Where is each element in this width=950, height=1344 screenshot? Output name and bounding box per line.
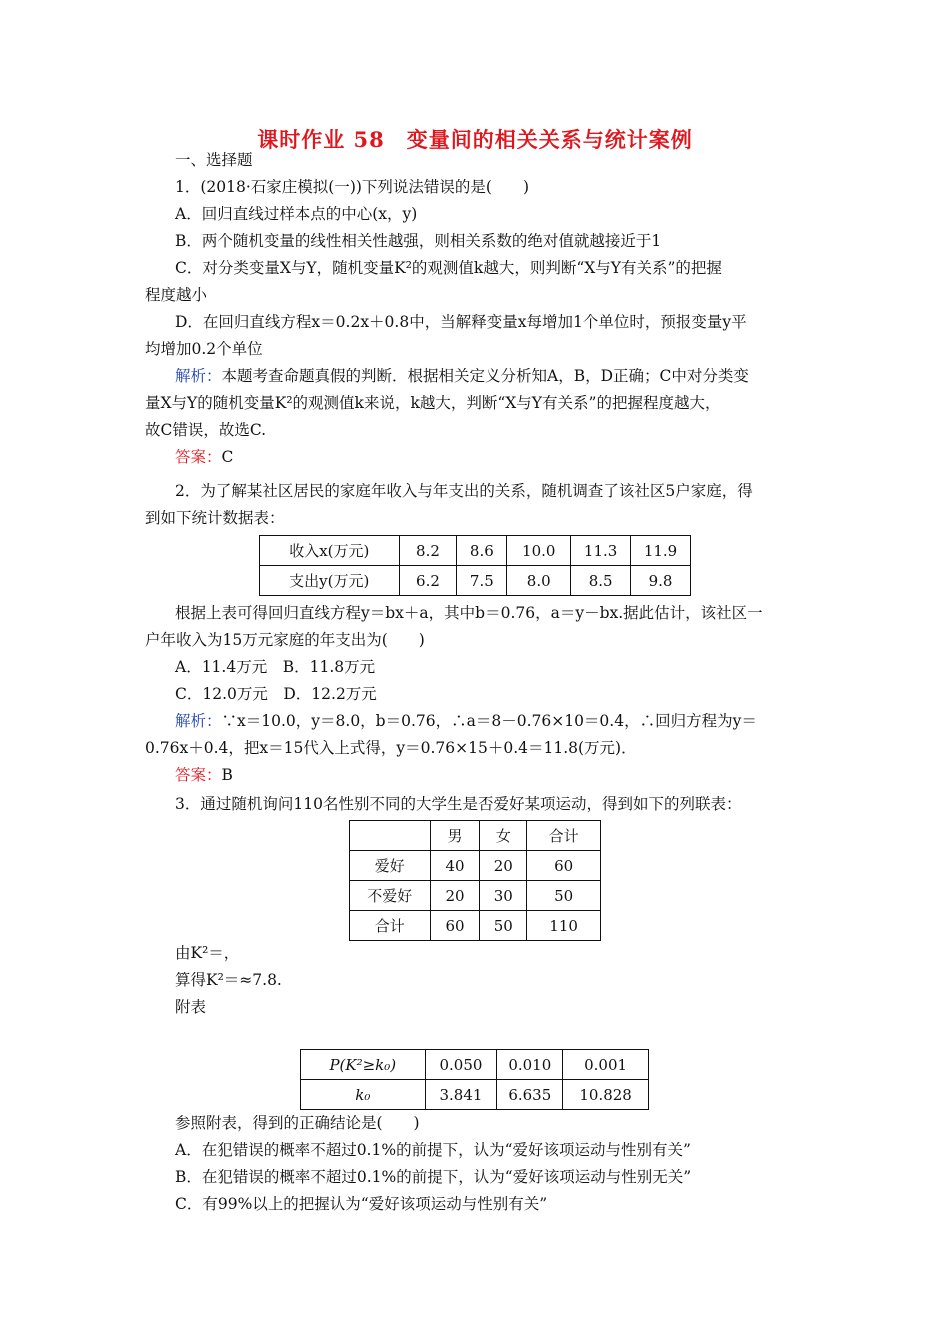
table-row [301, 1080, 649, 1110]
table-cell: 0.050 [425, 1050, 497, 1080]
q1-option-c-line2: 程度越小 [145, 286, 208, 304]
table-cell: 20 [430, 881, 480, 911]
table-cell: 30 [480, 881, 527, 911]
table-cell: 支出y(万元) [260, 566, 400, 596]
table-cell: 8.0 [507, 566, 571, 596]
table-cell: 收入x(万元) [260, 536, 400, 566]
q2-options-cd: C．12.0万元 D．12.2万元 [175, 685, 377, 703]
answer-label: 答案： [175, 766, 222, 784]
q3-k-result-line: 算得K²＝≈7.8. [175, 971, 282, 989]
income-expense-table [259, 535, 691, 596]
q1-option-d-line2: 均增加0.2个单位 [145, 340, 263, 358]
table-cell: 50 [480, 911, 527, 941]
q3-k-formula-line: 由K²＝， [175, 944, 240, 962]
q2-stem-line2: 到如下统计数据表： [145, 509, 285, 527]
q1-option-d-line1: D．在回归直线方程x＝0.2x＋0.8中，当解释变量x每增加1个单位时，预报变量y平 [175, 313, 747, 331]
table-cell: 20 [480, 851, 527, 881]
q2-analysis-line2: 0.76x＋0.4，把x＝15代入上式得，y＝0.76×15＋0.4＝11.8(万元)． [145, 739, 637, 757]
table-cell: 110 [527, 911, 601, 941]
table-cell: 11.3 [571, 536, 631, 566]
q2-after-line1: 根据上表可得回归直线方程y＝bx＋a，其中b＝0.76，a＝y－bx.据此估计，该社区一 [175, 604, 763, 622]
table-cell: 11.9 [631, 536, 691, 566]
q1-analysis-line1 [175, 366, 749, 386]
table-cell: 60 [430, 911, 480, 941]
table-cell: 7.5 [457, 566, 507, 596]
table-cell: 6.635 [497, 1080, 563, 1110]
q3-reference-line: 参照附表，得到的正确结论是( ) [175, 1114, 420, 1132]
table-cell: 6.2 [399, 566, 457, 596]
q1-analysis-line3: 故C错误，故选C. [145, 421, 267, 439]
table-cell: 8.2 [399, 536, 457, 566]
q2-after-line2: 户年收入为15万元家庭的年支出为( ) [145, 631, 425, 649]
table-cell: 0.001 [563, 1050, 649, 1080]
contingency-table [349, 820, 601, 941]
table-row [350, 911, 601, 941]
q1-analysis-line2: 量X与Y的随机变量K²的观测值k来说，k越大，判断“X与Y有关系”的把握程度越大， [145, 394, 721, 412]
table-cell: 50 [527, 881, 601, 911]
q1-option-c-line1: C．对分类变量X与Y，随机变量K²的观测值k越大，则判断“X与Y有关系”的把握 [175, 259, 722, 277]
table-cell: 60 [527, 851, 601, 881]
analysis-text: 本题考查命题真假的判断．根据相关定义分析知A，B，D正确；C中对分类变 [221, 367, 749, 385]
q1-stem: 1．(2018·石家庄模拟(一))下列说法错误的是( ) [175, 178, 530, 196]
table-cell: 合计 [350, 911, 431, 941]
q2-answer [175, 765, 233, 785]
answer-value: C [221, 448, 234, 466]
q3-stem: 3．通过随机询问110名性别不同的大学生是否爱好某项运动，得到如下的列联表： [175, 795, 742, 813]
table-cell: k₀ [301, 1080, 426, 1110]
q2-stem-line1: 2．为了解某社区居民的家庭年收入与年支出的关系，随机调查了该社区5户家庭，得 [175, 482, 753, 500]
table-cell: 8.5 [571, 566, 631, 596]
table-cell: 10.0 [507, 536, 571, 566]
answer-value: B [221, 766, 233, 784]
q3-option-a: A．在犯错误的概率不超过0.1%的前提下，认为“爱好该项运动与性别有关” [175, 1141, 691, 1159]
answer-label: 答案： [175, 448, 222, 466]
table-cell: 爱好 [350, 851, 431, 881]
table-cell: 不爱好 [350, 881, 431, 911]
q2-options-ab: A．11.4万元 B．11.8万元 [175, 658, 376, 676]
section-heading: 一、选择题 [175, 151, 253, 169]
q1-option-b: B．两个随机变量的线性相关性越强，则相关系数的绝对值就越接近于1 [175, 232, 662, 250]
table-cell: 女 [480, 821, 527, 851]
q2-analysis-line1 [175, 711, 757, 731]
table-row [301, 1050, 649, 1080]
table-cell [350, 821, 431, 851]
table-cell: 40 [430, 851, 480, 881]
q3-option-c: C．有99%以上的把握认为“爱好该项运动与性别有关” [175, 1195, 548, 1213]
table-cell: 3.841 [425, 1080, 497, 1110]
table-row [260, 566, 691, 596]
q1-option-a: A．回归直线过样本点的中心(x，y) [175, 205, 418, 223]
q3-option-b: B．在犯错误的概率不超过0.1%的前提下，认为“爱好该项运动与性别无关” [175, 1168, 692, 1186]
table-row [350, 851, 601, 881]
table-cell: 9.8 [631, 566, 691, 596]
page-title: 课时作业 58 变量间的相关关系与统计案例 [257, 127, 693, 152]
analysis-text: ∵x＝10.0，y＝8.0，b＝0.76，∴a＝8－0.76×10＝0.4，∴回归方程为y＝ [221, 712, 757, 730]
analysis-label: 解析： [175, 712, 222, 730]
table-cell: 8.6 [457, 536, 507, 566]
q1-answer [175, 447, 233, 467]
table-cell: 男 [430, 821, 480, 851]
table-row [350, 821, 601, 851]
table-cell: P(K²≥k₀) [301, 1050, 426, 1080]
table-row [350, 881, 601, 911]
table-cell: 合计 [527, 821, 601, 851]
table-cell: 10.828 [563, 1080, 649, 1110]
critical-value-table [300, 1049, 649, 1110]
table-row [260, 536, 691, 566]
q3-attached-table-label: 附表 [175, 998, 207, 1016]
analysis-label: 解析： [175, 367, 222, 385]
table-cell: 0.010 [497, 1050, 563, 1080]
